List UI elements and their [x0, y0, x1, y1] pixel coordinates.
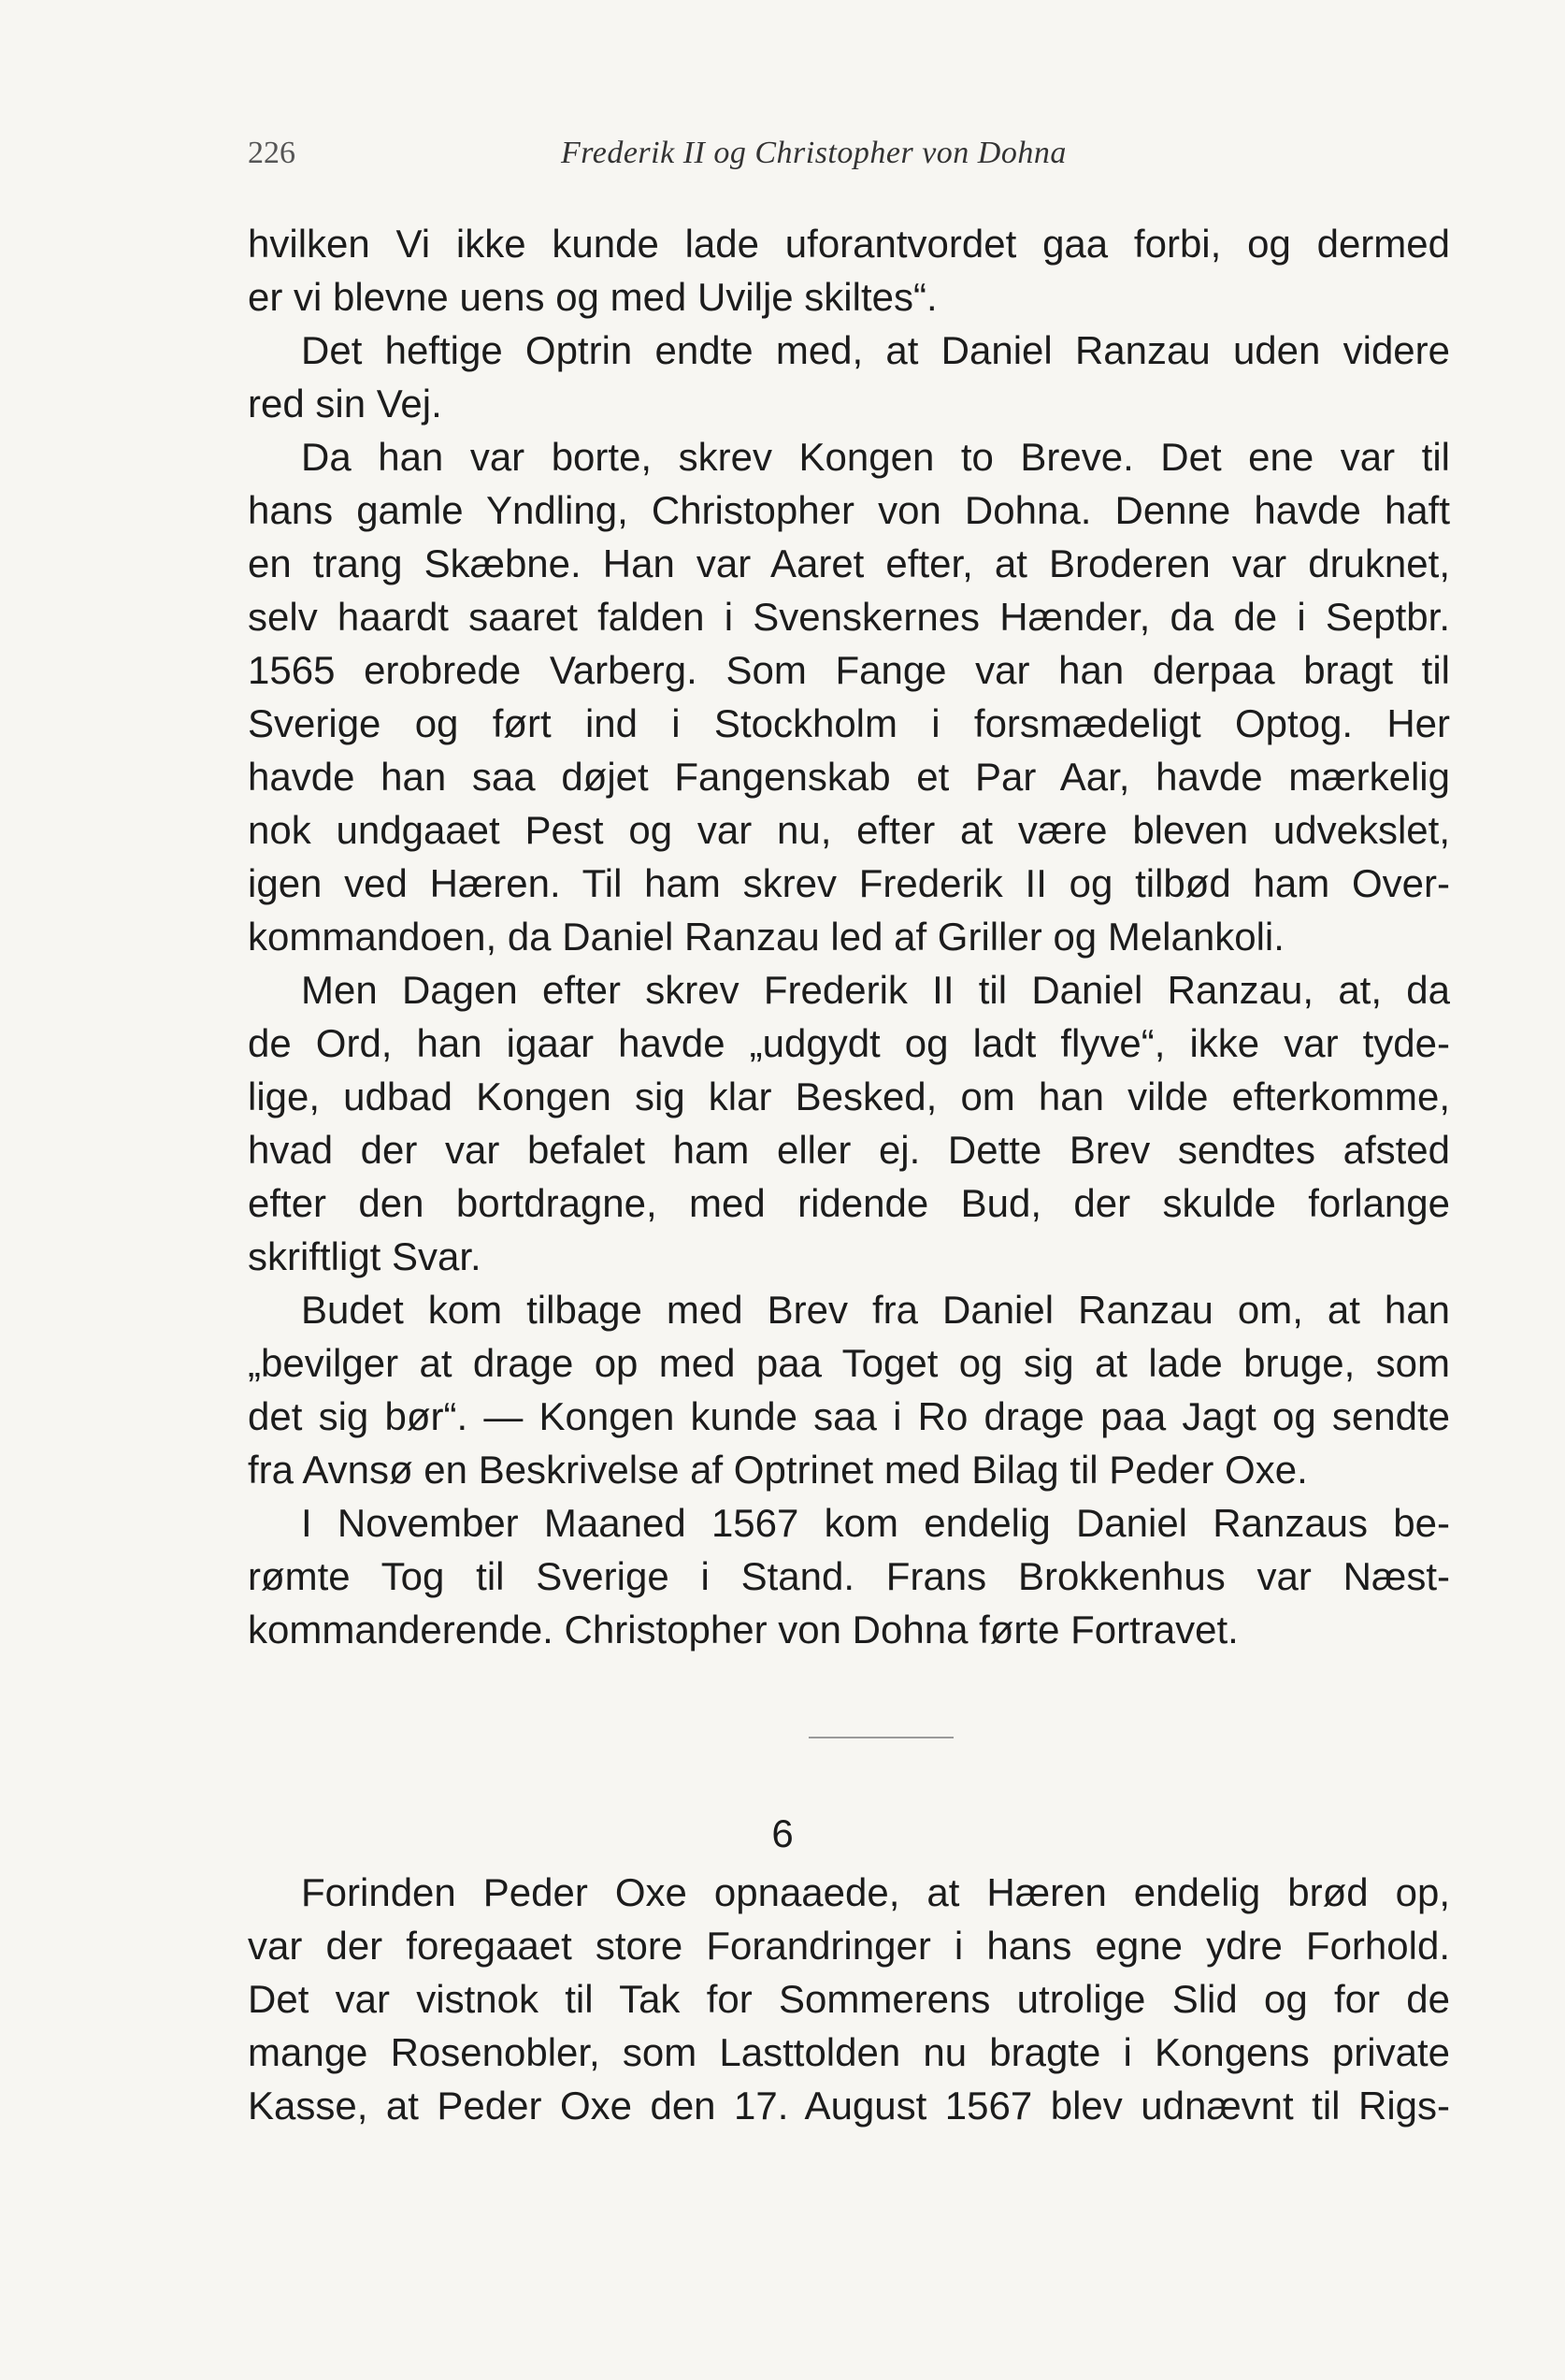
text-line: Sverige og ført ind i Stockholm i forsmædeligt Optog. Her	[248, 701, 1450, 745]
text-line: hans gamle Yndling, Christopher von Dohna. Denne havde haft	[248, 488, 1450, 532]
page-header	[248, 136, 1318, 182]
text-line: nok undgaaet Pest og var nu, efter at være bleven udvekslet,	[248, 808, 1450, 852]
text-line: de Ord, han igaar havde „udgydt og ladt flyve“, ikke var tyde-	[248, 1021, 1450, 1065]
text-line: Det heftige Optrin endte med, at Daniel Ranzau uden videre	[301, 328, 1450, 372]
text-line: Kasse, at Peder Oxe den 17. August 1567 blev udnævnt til Rigs-	[248, 2084, 1450, 2128]
text-line: efter den bortdragne, med ridende Bud, der skulde forlange	[248, 1181, 1450, 1225]
text-line: havde han saa døjet Fangenskab et Par Aar, havde mærkelig	[248, 755, 1450, 799]
text-line: en trang Skæbne. Han var Aaret efter, at Broderen var druknet,	[248, 541, 1450, 585]
text-line: fra Avnsø en Beskrivelse af Optrinet med Bilag til Peder Oxe.	[248, 1448, 1308, 1492]
text-line: selv haardt saaret falden i Svenskernes Hænder, da de i Septbr.	[248, 595, 1450, 639]
text-line: I November Maaned 1567 kom endelig Daniel Ranzaus be-	[301, 1501, 1450, 1545]
text-line: Budet kom tilbage med Brev fra Daniel Ranzau om, at han	[301, 1288, 1450, 1332]
text-line: 1565 erobrede Varberg. Som Fange var han derpaa bragt til	[248, 648, 1450, 692]
text-line: mange Rosenobler, som Lasttolden nu bragte i Kongens private	[248, 2030, 1450, 2074]
text-line: det sig bør“. — Kongen kunde saa i Ro drage paa Jagt og sendte	[248, 1394, 1450, 1438]
text-line: hvad der var befalet ham eller ej. Dette Brev sendtes afsted	[248, 1128, 1450, 1172]
text-line: kommandoen, da Daniel Ranzau led af Griller og Melankoli.	[248, 915, 1285, 959]
section-number: 6	[771, 1811, 794, 1855]
text-line: kommanderende. Christopher von Dohna førte Fortravet.	[248, 1608, 1239, 1652]
text-line: Det var vistnok til Tak for Sommerens utrolige Slid og for de	[248, 1977, 1450, 2021]
text-line: rømte Tog til Sverige i Stand. Frans Brokkenhus var Næst-	[248, 1554, 1450, 1598]
text-line: red sin Vej.	[248, 382, 442, 426]
text-line: igen ved Hæren. Til ham skrev Frederik II og tilbød ham Over-	[248, 861, 1450, 905]
body-text-top	[248, 217, 1450, 1656]
section-divider	[809, 1737, 954, 1738]
page-number: 226	[248, 136, 295, 170]
text-line: er vi blevne uens og med Uvilje skiltes“.	[248, 275, 938, 319]
running-title: Frederik II og Christopher von Dohna	[561, 136, 1067, 170]
text-line: Forinden Peder Oxe opnaaede, at Hæren endelig brød op,	[301, 1870, 1450, 1914]
text-line: lige, udbad Kongen sig klar Besked, om han vilde efterkomme,	[248, 1075, 1450, 1118]
text-line: skriftligt Svar.	[248, 1234, 481, 1278]
text-line: Da han var borte, skrev Kongen to Breve. Det ene var til	[301, 435, 1450, 479]
text-line: hvilken Vi ikke kunde lade uforantvordet gaa forbi, og dermed	[248, 222, 1450, 266]
text-line: var der foregaaet store Forandringer i hans egne ydre Forhold.	[248, 1924, 1450, 1968]
text-line: „bevilger at drage op med paa Toget og sig at lade bruge, som	[248, 1341, 1450, 1385]
text-line: Men Dagen efter skrev Frederik II til Daniel Ranzau, at, da	[301, 968, 1450, 1012]
body-text-bottom	[248, 1866, 1450, 2132]
